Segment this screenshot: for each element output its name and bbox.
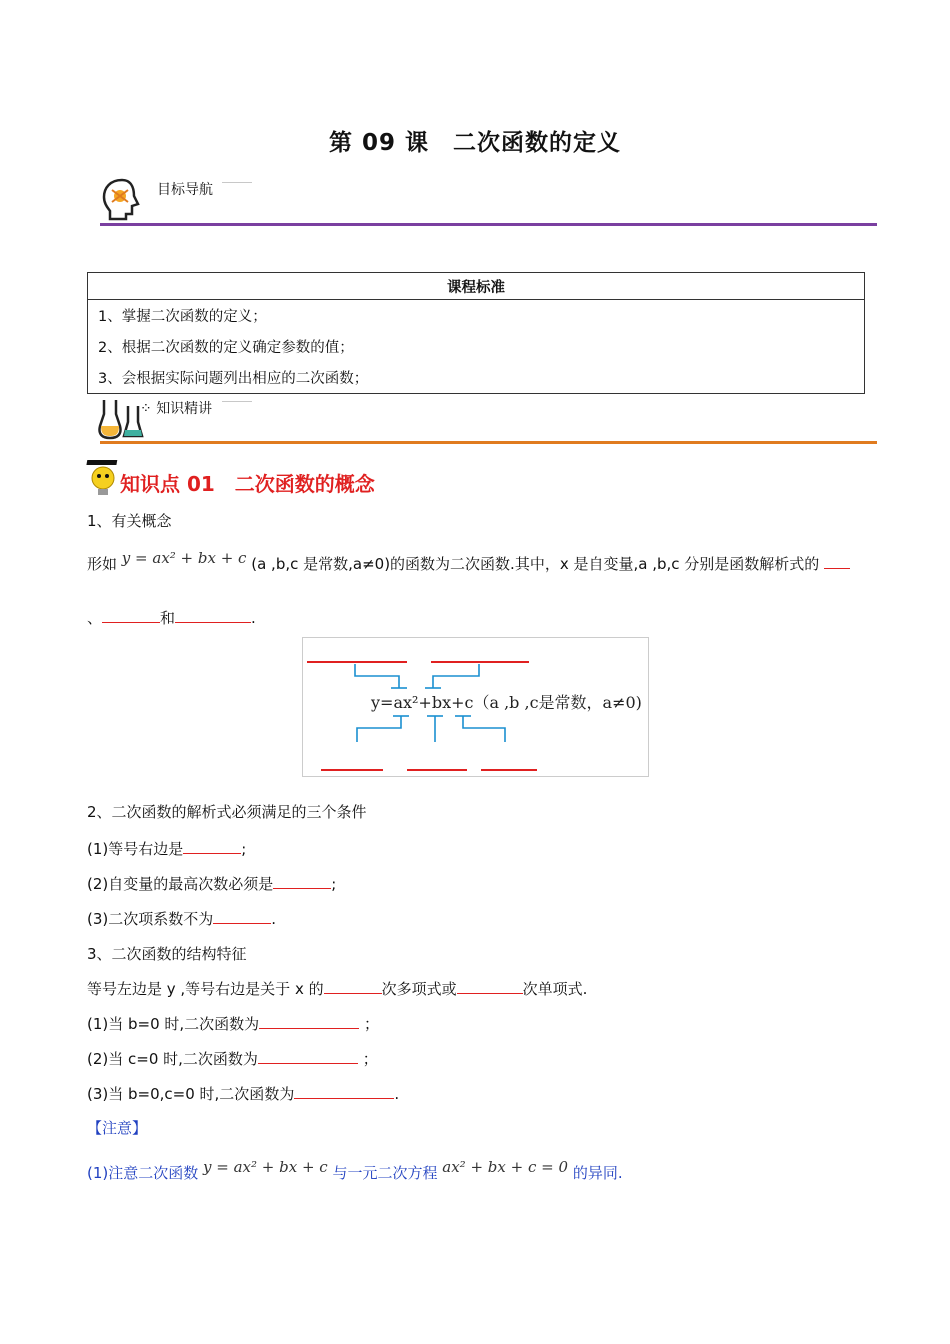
text: 形如 [87, 555, 118, 573]
text: (3)当 b=0,c=0 时,二次函数为 [87, 1085, 295, 1103]
section-rule-orange [100, 441, 877, 444]
divider [222, 182, 252, 183]
text: (a ,b,c 是常数,a≠0)的函数为二次函数.其中，x 是自变量,a ,b,c 分别是函数解析式的 [251, 555, 820, 573]
heading-concepts: 1、有关概念 [87, 512, 172, 530]
diagram-formula: y=ax²+bx+c（a ,b ,c是常数，a≠0) [371, 693, 642, 712]
formula: ax² + bx + c = 0 [442, 1158, 569, 1176]
section-rule-purple [100, 223, 877, 226]
text: . [251, 609, 256, 627]
text: (1)等号右边是 [87, 840, 184, 858]
condition-3 [87, 908, 276, 929]
heading-conditions: 2、二次函数的解析式必须满足的三个条件 [87, 803, 367, 821]
text: 等号左边是 y ,等号右边是关于 x 的 [87, 980, 324, 998]
divider [222, 401, 252, 402]
text: (3)二次项系数不为 [87, 910, 214, 928]
blank [259, 1014, 359, 1029]
text: 次单项式. [522, 980, 588, 998]
standards-table [87, 272, 865, 394]
section-label-text: 知识精讲 [156, 401, 213, 417]
case-c0 [87, 1048, 378, 1069]
case-b0 [87, 1013, 379, 1034]
text: 的异同. [572, 1164, 623, 1182]
blank [457, 979, 523, 994]
text: 和 [160, 609, 176, 627]
standards-item: 3、会根据实际问题列出相应的二次函数； [88, 362, 865, 394]
blank [183, 839, 241, 854]
section-label-goals: 目标导航 [157, 182, 213, 198]
text: 次多项式或 [381, 980, 457, 998]
standards-header: 课程标准 [88, 273, 865, 300]
case-b0-c0 [87, 1083, 399, 1104]
text: 、 [87, 609, 103, 627]
blank [175, 608, 251, 623]
blank [324, 979, 382, 994]
flask-icon [98, 396, 146, 442]
text: (1)当 b=0 时,二次函数为 [87, 1015, 260, 1033]
blank [273, 874, 331, 889]
blank [213, 909, 271, 924]
structure-line [87, 978, 587, 999]
graduate-bulb-icon [86, 456, 120, 498]
text: 与一元二次方程 [332, 1164, 438, 1182]
text: ; [331, 875, 337, 893]
text: (1)注意二次函数 [87, 1164, 199, 1182]
text: . [394, 1085, 400, 1103]
definition-line-2 [87, 607, 256, 628]
standards-item: 2、根据二次函数的定义确定参数的值； [88, 331, 865, 362]
knowledge-point-title: 知识点 01 二次函数的概念 [120, 472, 375, 496]
heading-structure: 3、二次函数的结构特征 [87, 945, 247, 963]
sparkle-icon: ⁘ [140, 401, 157, 417]
text: . [271, 910, 277, 928]
formula: y = ax² + bx + c [121, 549, 247, 567]
formula: y = ax² + bx + c [203, 1158, 328, 1176]
note-line [87, 1158, 623, 1183]
formula-diagram [302, 637, 649, 777]
note-label: 【注意】 [87, 1119, 148, 1137]
condition-1 [87, 838, 246, 859]
text: ； [362, 1050, 378, 1068]
definition-line [87, 549, 850, 574]
page-title: 第 09 课 二次函数的定义 [328, 130, 622, 156]
blank [258, 1049, 358, 1064]
text: (2)自变量的最高次数必须是 [87, 875, 274, 893]
blank [824, 554, 850, 569]
standards-item: 1、掌握二次函数的定义； [88, 300, 865, 332]
section-label-knowledge [140, 398, 212, 418]
text: ； [363, 1015, 379, 1033]
head-brain-icon [100, 176, 144, 222]
text: (2)当 c=0 时,二次函数为 [87, 1050, 258, 1068]
blank [294, 1084, 394, 1099]
blank [102, 608, 160, 623]
text: ; [241, 840, 247, 858]
condition-2 [87, 873, 336, 894]
